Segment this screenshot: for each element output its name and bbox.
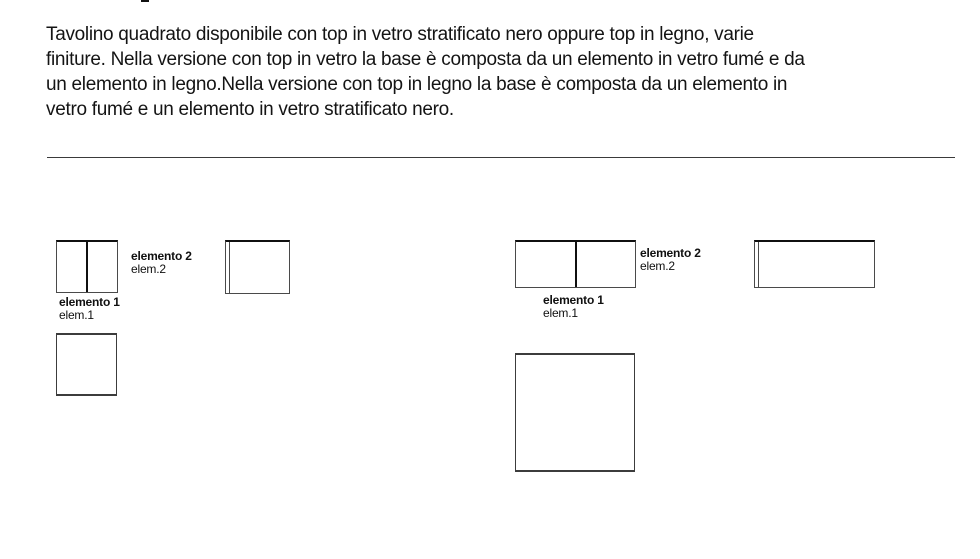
glass-thickness-line	[758, 242, 759, 287]
description-line-3: un elemento in legno.Nella versione con top in legno la base è composta da un elemento in	[46, 74, 788, 95]
description-line-2: finiture. Nella versione con top in vetro la base è composta da un elemento in vetro fumé e da	[46, 49, 805, 70]
front-view-drawing-small	[56, 240, 118, 293]
description-line-1: Tavolino quadrato disponibile con top in vetro stratificato nero oppure top in legno, varie	[46, 24, 754, 45]
center-divider-line	[575, 242, 577, 287]
description-line-4: vetro fumé e un elemento in vetro stratificato nero.	[46, 99, 454, 120]
element2-code: elem.2	[640, 259, 675, 273]
element1-code: elem.1	[59, 308, 94, 322]
element2-code: elem.2	[131, 262, 166, 276]
element2-name: elemento 2	[640, 246, 701, 260]
element1-code: elem.1	[543, 306, 578, 320]
element1-name: elemento 1	[543, 293, 604, 307]
center-divider-line	[86, 242, 88, 292]
element1-name: elemento 1	[59, 295, 120, 309]
plan-view-drawing-large	[515, 353, 635, 472]
plan-view-drawing-small	[56, 333, 117, 396]
cropped-text-fragment	[141, 0, 149, 2]
section-divider-rule	[47, 157, 955, 158]
element2-label-large	[640, 247, 701, 273]
element2-name: elemento 2	[131, 249, 192, 263]
product-description	[46, 22, 826, 122]
side-view-drawing-large	[754, 240, 875, 288]
element1-label-large	[543, 294, 604, 320]
front-view-drawing-large	[515, 240, 636, 288]
glass-thickness-line	[229, 242, 230, 293]
side-view-drawing-small	[225, 240, 290, 294]
element1-label-small	[59, 296, 120, 322]
element2-label-small	[131, 250, 192, 276]
